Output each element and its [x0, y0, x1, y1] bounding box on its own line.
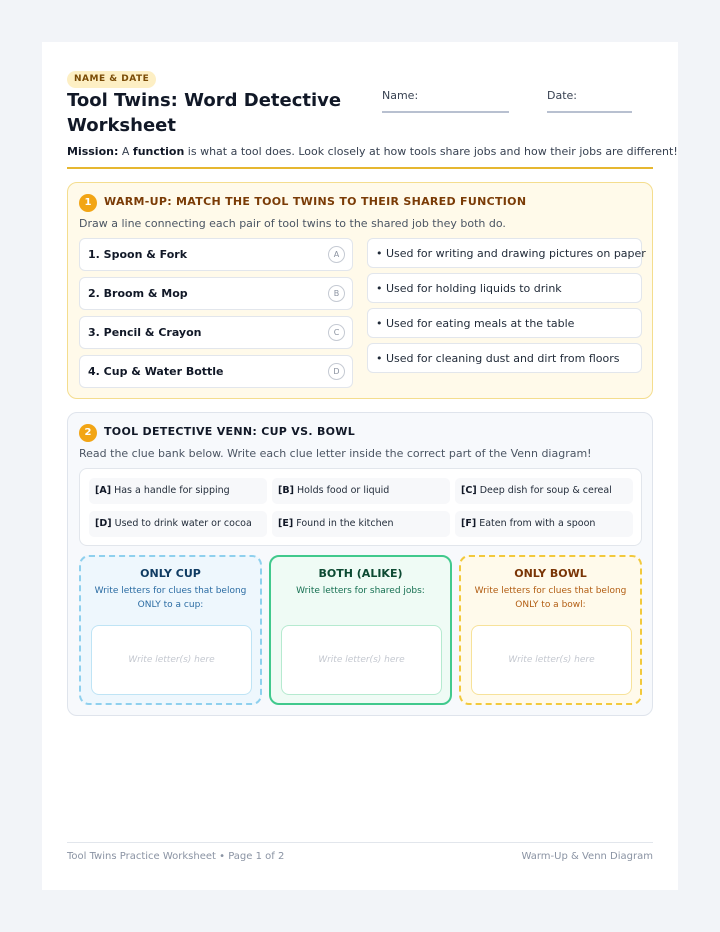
answer-box[interactable]: [471, 625, 632, 695]
mission-post: is what a tool does. Look closely at how tools share jobs and how their jobs are different!: [187, 145, 678, 158]
venn-region-only-bowl: [459, 555, 642, 705]
region-title: BOTH (ALIKE): [318, 567, 403, 580]
mission-pre: A: [121, 145, 130, 158]
section-number-badge: 1: [79, 194, 97, 212]
answer-placeholder: Write letter(s) here: [318, 655, 405, 665]
venn-section: [67, 412, 653, 716]
mission-term: function: [132, 145, 185, 158]
region-title: ONLY CUP: [140, 567, 201, 580]
region-title: ONLY BOWL: [514, 567, 587, 580]
header-divider: [67, 167, 653, 169]
answer-placeholder: Write letter(s) here: [128, 655, 215, 665]
section-title: WARM-UP: MATCH THE TOOL TWINS TO THEIR SHARED FUNCTION: [104, 195, 527, 208]
clue-item: [89, 511, 267, 537]
mission-text: [67, 145, 678, 158]
footer-divider: [67, 842, 653, 843]
twin-letter-circle: B: [328, 285, 345, 302]
page-title: Tool Twins: Word Detective Worksheet: [67, 90, 342, 136]
clue-key: [D]: [95, 518, 112, 529]
answer-box[interactable]: [91, 625, 252, 695]
twin-item[interactable]: [79, 238, 353, 271]
twin-item[interactable]: [79, 316, 353, 349]
twin-letter-circle: A: [328, 246, 345, 263]
function-item[interactable]: [367, 238, 646, 268]
date-label: Date:: [547, 89, 577, 102]
footer-right: Warm-Up & Venn Diagram: [521, 851, 653, 862]
region-subtitle: Write letters for clues that belong ONLY to a bowl:: [474, 586, 627, 610]
date-field[interactable]: [547, 89, 577, 102]
section-title: TOOL DETECTIVE VENN: CUP VS. BOWL: [104, 425, 356, 438]
function-label: • Used for writing and drawing pictures on paper: [376, 247, 646, 260]
clue-text: Found in the kitchen: [296, 518, 394, 529]
region-subtitle: Write letters for clues that belong ONLY to a cup:: [94, 586, 247, 610]
name-write-line[interactable]: [382, 111, 509, 113]
clue-item: [455, 511, 633, 537]
clue-text: Eaten from with a spoon: [479, 518, 596, 529]
clue-key: [C]: [461, 485, 477, 496]
clue-text: Holds food or liquid: [296, 485, 390, 496]
twin-item[interactable]: [79, 277, 353, 310]
answer-box[interactable]: [281, 625, 442, 695]
twin-label: 3. Pencil & Crayon: [88, 326, 202, 339]
venn-region-both: [269, 555, 452, 705]
warmup-section: [67, 182, 653, 399]
section-instructions: Draw a line connecting each pair of tool twins to the shared job they both do.: [79, 217, 506, 230]
twin-label: 4. Cup & Water Bottle: [88, 365, 224, 378]
clue-key: [A]: [95, 485, 112, 496]
answer-placeholder: Write letter(s) here: [508, 655, 595, 665]
function-item[interactable]: [367, 308, 642, 338]
clue-item: [272, 511, 450, 537]
worksheet-page: [42, 42, 678, 890]
twin-letter-circle: C: [328, 324, 345, 341]
twin-item[interactable]: [79, 355, 353, 388]
name-label: Name:: [382, 89, 419, 102]
clue-item: [89, 478, 267, 504]
function-label: • Used for eating meals at the table: [376, 317, 575, 330]
twin-label: 1. Spoon & Fork: [88, 248, 188, 261]
clue-bank: [79, 468, 642, 546]
venn-region-only-cup: [79, 555, 262, 705]
name-date-pill: NAME & DATE: [67, 71, 156, 88]
twin-label: 2. Broom & Mop: [88, 287, 188, 300]
function-item[interactable]: [367, 343, 642, 373]
date-write-line[interactable]: [547, 111, 632, 113]
twin-letter-circle: D: [328, 363, 345, 380]
mission-label: Mission:: [67, 145, 119, 158]
clue-key: [E]: [278, 518, 294, 529]
name-field[interactable]: [382, 89, 418, 102]
clue-text: Deep dish for soup & cereal: [479, 485, 612, 496]
function-item[interactable]: [367, 273, 642, 303]
footer-left: Tool Twins Practice Worksheet • Page 1 of 2: [67, 851, 285, 862]
clue-key: [B]: [278, 485, 294, 496]
clue-item: [272, 478, 450, 504]
section-instructions: Read the clue bank below. Write each clue letter inside the correct part of the Venn diagram!: [79, 447, 592, 460]
clue-text: Used to drink water or cocoa: [114, 518, 252, 529]
section-number-badge: 2: [79, 424, 97, 442]
clue-text: Has a handle for sipping: [114, 485, 230, 496]
clue-key: [F]: [461, 518, 477, 529]
region-subtitle: Write letters for shared jobs:: [296, 586, 425, 596]
function-label: • Used for holding liquids to drink: [376, 282, 562, 295]
clue-item: [455, 478, 633, 504]
function-label: • Used for cleaning dust and dirt from floors: [376, 352, 620, 365]
